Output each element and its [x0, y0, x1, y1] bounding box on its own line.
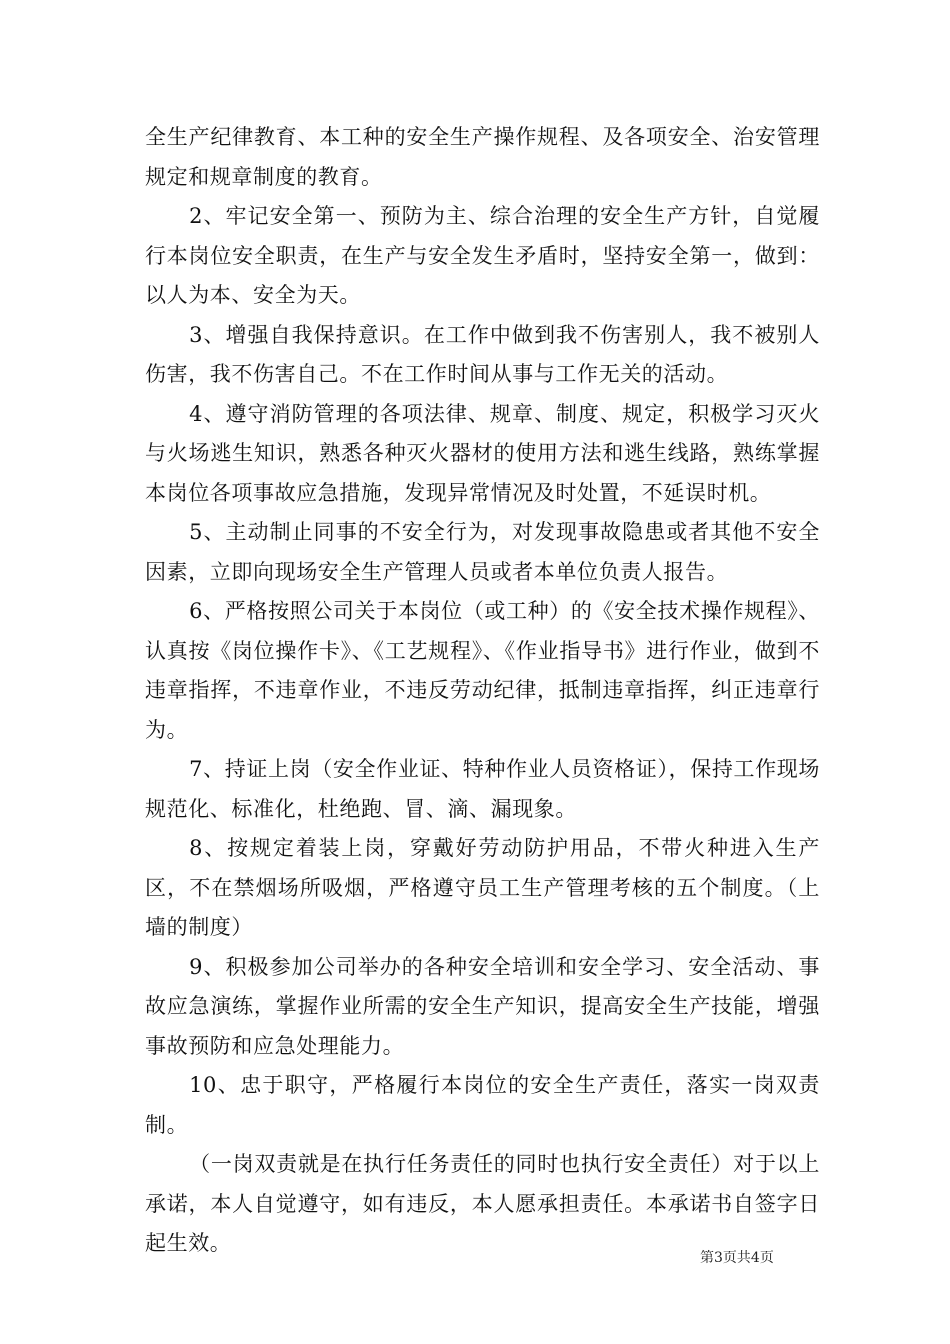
paragraph-item-9: 9、积极参加公司举办的各种安全培训和安全学习、安全活动、事故应急演练，掌握作业所需的安全生产知识，提高安全生产技能，增强事故预防和应急处理能力。 — [145, 954, 820, 1058]
document-body — [145, 118, 820, 1264]
paragraph-item-6: 6、严格按照公司关于本岗位（或工种）的《安全技术操作规程》、认真按《岗位操作卡》、《工艺规程》、《作业指导书》进行作业，做到不违章指挥，不违章作业，不违反劳动纪律，抵制违章指挥，纠正违章行为。 — [145, 599, 820, 742]
paragraph-item-3: 3、增强自我保持意识。在工作中做到我不伤害别人，我不被别人伤害，我不伤害自己。不在工作时间从事与工作无关的活动。 — [145, 322, 820, 386]
paragraph-item-7: 7、持证上岗（安全作业证、特种作业人员资格证），保持工作现场规范化、标准化，杜绝跑、冒、滴、漏现象。 — [145, 757, 820, 821]
paragraph-continuation: 全生产纪律教育、本工种的安全生产操作规程、及各项安全、治安管理规定和规章制度的教育。 — [145, 125, 820, 189]
paragraph-closing: （一岗双责就是在执行任务责任的同时也执行安全责任）对于以上承诺，本人自觉遵守，如有违反，本人愿承担责任。本承诺书自签字日起生效。 — [145, 1152, 820, 1255]
paragraph-item-5: 5、主动制止同事的不安全行为，对发现事故隐患或者其他不安全因素，立即向现场安全生产管理人员或者本单位负责人报告。 — [145, 520, 820, 584]
paragraph-item-8: 8、按规定着装上岗，穿戴好劳动防护用品，不带火种进入生产区，不在禁烟场所吸烟，严格遵守员工生产管理考核的五个制度。（上墙的制度） — [145, 836, 820, 939]
paragraph-item-10: 10、忠于职守，严格履行本岗位的安全生产责任，落实一岗双责制。 — [145, 1073, 820, 1137]
page-number-footer: 第3页共4页 — [700, 1250, 774, 1266]
paragraph-item-2: 2、牢记安全第一、预防为主、综合治理的安全生产方针，自觉履行本岗位安全职责，在生产与安全发生矛盾时，坚持安全第一，做到：以人为本、安全为天。 — [145, 204, 820, 307]
paragraph-item-4: 4、遵守消防管理的各项法律、规章、制度、规定，积极学习灭火与火场逃生知识，熟悉各种灭火器材的使用方法和逃生线路，熟练掌握本岗位各项事故应急措施，发现异常情况及时处置，不延误时机。 — [145, 401, 820, 505]
